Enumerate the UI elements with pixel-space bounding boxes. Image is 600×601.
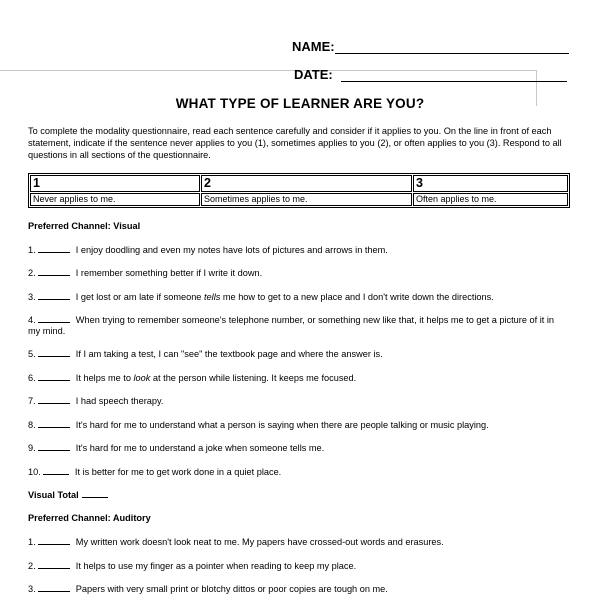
item-number: 3.: [28, 292, 36, 302]
answer-blank[interactable]: [38, 244, 70, 253]
item-text: me how to get to a new place and I don't write down the directions.: [220, 292, 494, 302]
name-field: [292, 39, 569, 54]
item-number: 2.: [28, 268, 36, 278]
page-title: WHAT TYPE OF LEARNER ARE YOU?: [175, 96, 425, 111]
scale-number-row: [30, 175, 568, 192]
list-item: [28, 536, 568, 548]
item-number: 8.: [28, 420, 36, 430]
item-number: 7.: [28, 396, 36, 406]
answer-blank[interactable]: [38, 372, 70, 381]
date-label: DATE:: [294, 67, 333, 82]
item-text: at the person while listening. It keeps me focused.: [150, 373, 357, 383]
item-number: 9.: [28, 443, 36, 453]
scale-description-cell: Often applies to me.: [413, 193, 568, 206]
item-text: Papers with very small print or blotchy dittos or poor copies are tough on me.: [75, 584, 388, 594]
item-number: 4.: [28, 315, 36, 325]
scale-description-cell: Sometimes applies to me.: [201, 193, 412, 206]
answer-blank[interactable]: [38, 267, 70, 276]
item-number: 1.: [28, 537, 36, 547]
section-heading-visual: Preferred Channel: Visual: [28, 221, 141, 231]
scale-number-cell: 1: [30, 175, 200, 192]
scale-number-cell: 2: [201, 175, 412, 192]
item-number: 1.: [28, 245, 36, 255]
answer-blank[interactable]: [38, 419, 70, 428]
answer-blank[interactable]: [38, 395, 70, 404]
scale-description-row: [30, 193, 568, 206]
item-text: It's hard for me to understand what a person is saying when there are people talking or music playing.: [75, 420, 489, 430]
answer-blank[interactable]: [38, 291, 70, 300]
list-item: [28, 291, 568, 303]
item-text: It's hard for me to understand a joke when someone tells me.: [75, 443, 325, 453]
list-item: [28, 466, 568, 478]
item-text: When trying to remember someone's telephone number, or something new like that, it helps me to get a picture of it in my mind.: [28, 315, 555, 336]
instructions-paragraph: To complete the modality questionnaire, read each sentence carefully and consider if it applies to you. On the line in front of each statement, indicate if the sentence never applies to you (1), sometimes applies to you (2), or often applies to you (3). Respond to all questions in all sections of the questionnaire.: [28, 126, 562, 161]
answer-blank[interactable]: [38, 442, 70, 451]
item-text: I had speech therapy.: [75, 396, 164, 406]
list-item: [28, 314, 568, 336]
answer-blank[interactable]: [38, 348, 70, 357]
answer-blank[interactable]: [38, 536, 70, 545]
scale-number-cell: 3: [413, 175, 568, 192]
item-emphasis: tells: [203, 292, 221, 302]
section-heading-auditory: Preferred Channel: Auditory: [28, 513, 151, 523]
answer-blank[interactable]: [38, 314, 70, 323]
list-item: [28, 442, 568, 454]
list-item: [28, 244, 568, 256]
visual-total-blank[interactable]: [82, 489, 108, 498]
item-text: It is better for me to get work done in a quiet place.: [74, 467, 282, 477]
answer-blank[interactable]: [43, 466, 69, 475]
list-item: [28, 372, 568, 384]
item-text: It helps to use my finger as a pointer when reading to keep my place.: [75, 561, 357, 571]
list-item: [28, 583, 568, 595]
list-item: [28, 267, 568, 279]
item-number: 3.: [28, 584, 36, 594]
visual-total-label: Visual Total: [28, 490, 79, 500]
name-blank[interactable]: [335, 39, 569, 54]
item-text: It helps me to: [75, 373, 134, 383]
rating-scale-table: [28, 173, 570, 208]
list-item: [28, 419, 568, 431]
date-field: [294, 67, 567, 82]
item-number: 5.: [28, 349, 36, 359]
scale-description-cell: Never applies to me.: [30, 193, 200, 206]
item-emphasis: look: [133, 373, 151, 383]
item-text: My written work doesn't look neat to me. My papers have crossed-out words and erasures.: [75, 537, 444, 547]
answer-blank[interactable]: [38, 560, 70, 569]
item-number: 6.: [28, 373, 36, 383]
item-number: 2.: [28, 561, 36, 571]
item-text: If I am taking a test, I can "see" the textbook page and where the answer is.: [75, 349, 383, 359]
list-item: [28, 348, 568, 360]
item-text: I get lost or am late if someone: [75, 292, 204, 302]
date-blank[interactable]: [341, 67, 567, 82]
answer-blank[interactable]: [38, 583, 70, 592]
item-number: 10.: [28, 467, 41, 477]
visual-total: [28, 489, 108, 500]
list-item: [28, 560, 568, 572]
item-text: I enjoy doodling and even my notes have lots of pictures and arrows in them.: [75, 245, 388, 255]
list-item: [28, 395, 568, 407]
name-label: NAME:: [292, 39, 335, 54]
item-text: I remember something better if I write it down.: [75, 268, 263, 278]
